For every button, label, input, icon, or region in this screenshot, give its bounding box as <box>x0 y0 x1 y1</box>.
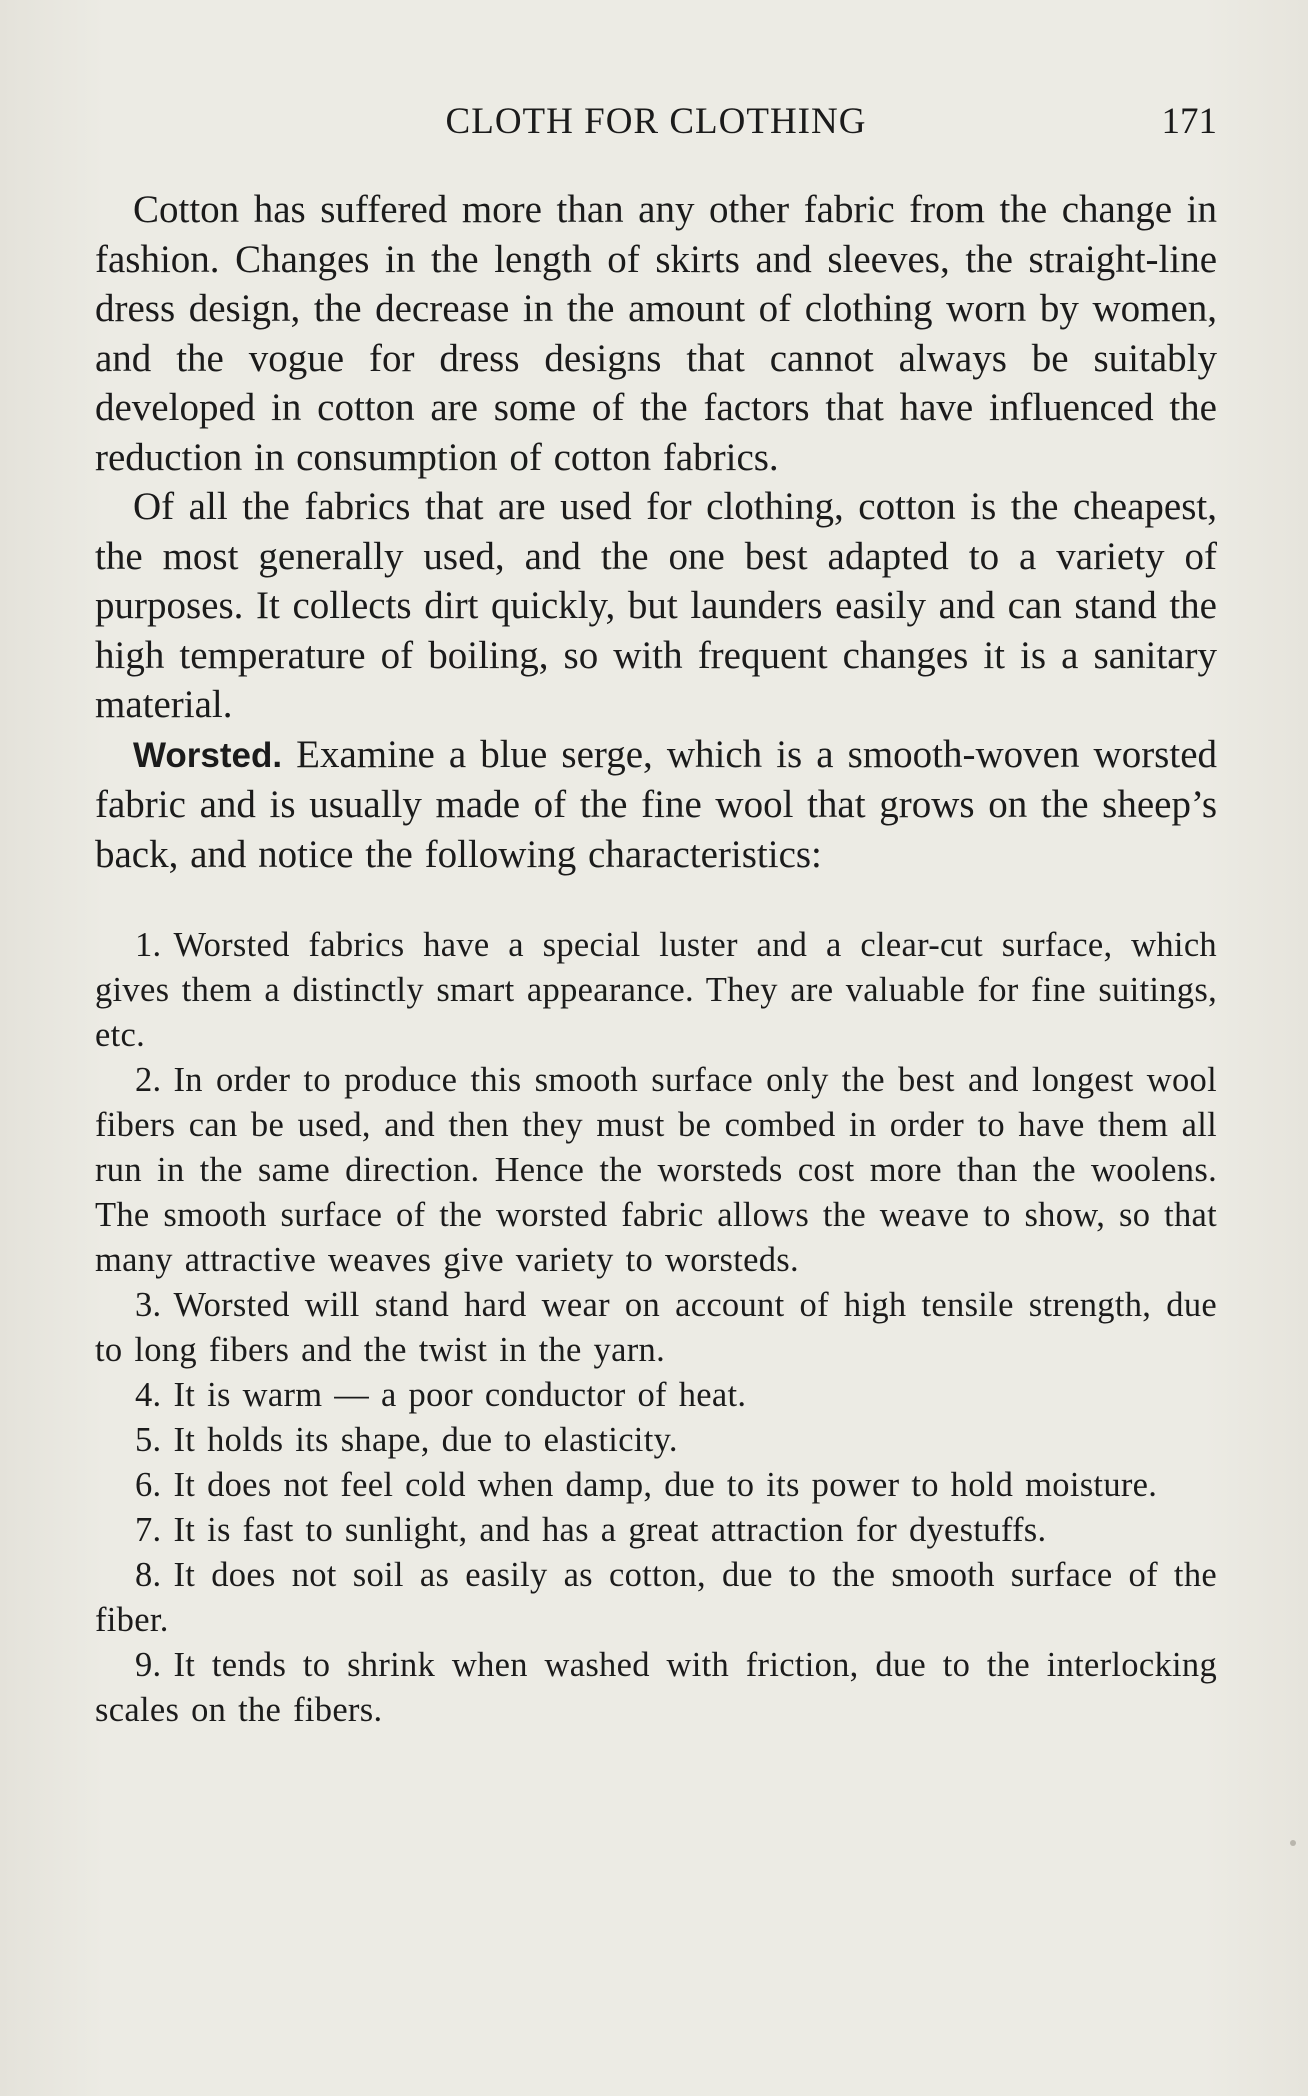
margin-speck <box>1290 1840 1296 1846</box>
section-heading-worsted: Worsted. <box>133 735 283 775</box>
paragraph-worsted <box>95 730 1217 880</box>
list-item-number: 2. <box>135 1061 162 1099</box>
page-header <box>95 100 1217 150</box>
list-item-number: 4. <box>135 1376 162 1414</box>
list-item-number: 3. <box>135 1286 162 1324</box>
running-head: CLOTH FOR CLOTHING <box>445 101 867 142</box>
list-item-number: 1. <box>135 926 162 964</box>
paragraph-cotton-fashion: Cotton has suffered more than any other fabric from the change in fashion. Changes in the length of skirts and sleeves, the straight-line dress design, the decrease in the amount of clothing worn by women, and the vogue for dress designs that cannot always be suitably developed in cotton are some of the factors that have influenced the reduction in consumption of cotton fabrics. <box>95 188 1217 479</box>
list-item <box>95 1283 1217 1373</box>
list-item-text: It does not soil as easily as cotton, due to the smooth surface of the fiber. <box>95 1556 1217 1639</box>
list-item-number: 7. <box>135 1511 162 1549</box>
list-item-number: 8. <box>135 1556 162 1594</box>
list-item-text: It tends to shrink when washed with friction, due to the interlocking scales on the fibers. <box>95 1646 1217 1729</box>
list-item <box>95 923 1217 1058</box>
list-item-number: 6. <box>135 1466 162 1504</box>
list-item-text: It does not feel cold when damp, due to its power to hold moisture. <box>173 1466 1158 1504</box>
list-item <box>95 1463 1217 1508</box>
list-item-text: It is warm — a poor conductor of heat. <box>173 1376 747 1414</box>
list-item <box>95 1418 1217 1463</box>
list-item-text: Worsted will stand hard wear on account of high tensile strength, due to long fibers and the twist in the yarn. <box>95 1286 1217 1369</box>
list-item <box>95 1373 1217 1418</box>
list-item-text: It holds its shape, due to elasticity. <box>173 1421 678 1459</box>
characteristics-list <box>95 923 1217 1733</box>
list-item <box>95 1508 1217 1553</box>
worsted-intro-text: Examine a blue serge, which is a smooth-woven worsted fabric and is usually made of the fine wool that grows on the sheep’s back, and notice the following characteristics: <box>95 732 1218 876</box>
list-item-text: It is fast to sunlight, and has a great attraction for dyestuffs. <box>173 1511 1047 1549</box>
list-item-text: In order to produce this smooth surface only the best and longest wool fibers can be used, and then they must be combed in order to have them all run in the same direction. Hence the worsteds cost more than the woolens. The smooth surface of the worsted fabric allows the weave to show, so that many attractive weaves give variety to worsteds. <box>95 1061 1217 1279</box>
page-number: 171 <box>1161 101 1217 142</box>
list-item-text: Worsted fabrics have a special luster and a clear-cut surface, which gives them a distinctly smart appearance. They are valuable for fine suitings, etc. <box>95 926 1217 1054</box>
list-item-number: 9. <box>135 1646 162 1684</box>
list-item <box>95 1643 1217 1733</box>
list-item <box>95 1058 1217 1283</box>
list-item-number: 5. <box>135 1421 162 1459</box>
paragraph-cotton-uses: Of all the fabrics that are used for clothing, cotton is the cheapest, the most generally used, and the one best adapted to a variety of purposes. It collects dirt quickly, but launders easily and can stand the high temperature of boiling, so with frequent changes it is a sanitary material. <box>95 485 1217 726</box>
body-text <box>95 185 1217 1733</box>
list-item <box>95 1553 1217 1643</box>
